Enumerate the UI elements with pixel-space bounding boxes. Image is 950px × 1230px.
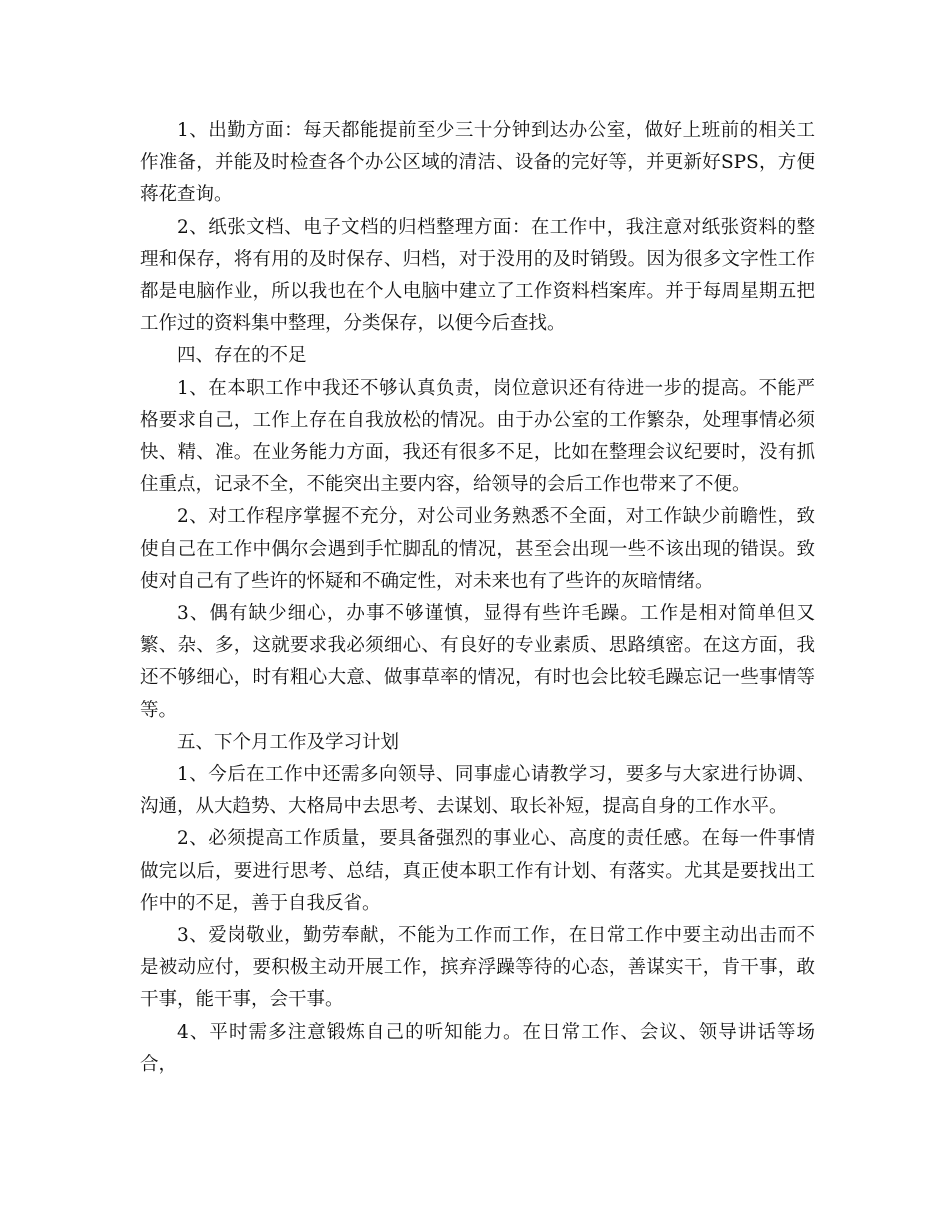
paragraph-attendance: 1、出勤方面：每天都能提前至少三十分钟到达办公室，做好上班前的相关工作准备，并能及时检查各个办公区域的清洁、设备的完好等，并更新好SPS，方便蒋花查询。 [140,120,815,206]
paragraph-plan-1: 1、今后在工作中还需多向领导、同事虚心请教学习，要多与大家进行协调、沟通，从大趋势、大格局中去思考、去谋划、取长补短，提高自身的工作水平。 [140,764,815,818]
paragraph-plan-2: 2、必须提高工作质量，要具备强烈的事业心、高度的责任感。在每一件事情做完以后，要进行思考、总结，真正使本职工作有计划、有落实。尤其是要找出工作中的不足，善于自我反省。 [140,828,815,914]
paragraph-filing: 2、纸张文档、电子文档的归档整理方面：在工作中，我注意对纸张资料的整理和保存，将有用的及时保存、归档，对于没用的及时销毁。因为很多文字性工作都是电脑作业，所以我也在个人电脑中建立了工作资料档案库。并于每周星期五把工作过的资料集中整理，分类保存，以便今后查找。 [140,216,815,335]
section-heading-next-month-plan: 五、下个月工作及学习计划 [177,731,400,753]
paragraph-shortcoming-2: 2、对工作程序掌握不充分，对公司业务熟悉不全面，对工作缺少前瞻性，致使自己在工作中偶尔会遇到手忙脚乱的情况，甚至会出现一些不该出现的错误。致使对自己有了些许的怀疑和不确定性，对未来也有了些许的灰暗情绪。 [140,506,815,592]
paragraph-shortcoming-1: 1、在本职工作中我还不够认真负责，岗位意识还有待进一步的提高。不能严格要求自己，工作上存在自我放松的情况。由于办公室的工作繁杂，处理事情必须快、精、准。在业务能力方面，我还有很多不足，比如在整理会议纪要时，没有抓住重点，记录不全，不能突出主要内容，给领导的会后工作也带来了不便。 [140,377,815,496]
paragraph-shortcoming-3: 3、偶有缺少细心，办事不够谨慎，显得有些许毛躁。工作是相对简单但又繁、杂、多，这就要求我必须细心、有良好的专业素质、思路缜密。在这方面，我还不够细心，时有粗心大意、做事草率的情况，有时也会比较毛躁忘记一些事情等等。 [140,603,815,721]
document-body [140,115,815,1081]
paragraph-plan-4: 4、平时需多注意锻炼自己的听知能力。在日常工作、会议、领导讲话等场合， [140,1021,815,1075]
paragraph-plan-3: 3、爱岗敬业，勤劳奉献，不能为工作而工作，在日常工作中要主动出击而不是被动应付，要积极主动开展工作，摈弃浮躁等待的心态，善谋实干，肯干事，敢干事，能干事，会干事。 [140,925,815,1011]
section-heading-shortcomings: 四、存在的不足 [177,345,307,367]
